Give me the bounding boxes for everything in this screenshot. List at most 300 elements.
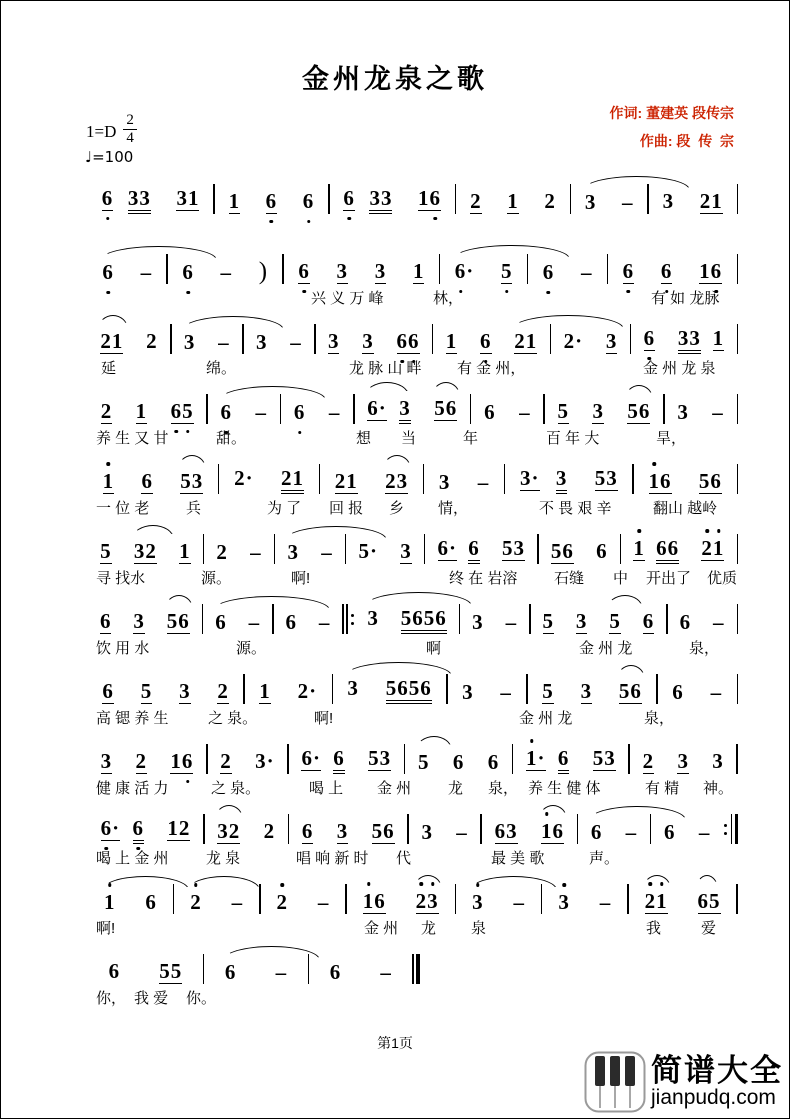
measure xyxy=(572,190,646,214)
note xyxy=(159,959,182,984)
note-digit: 3 xyxy=(367,606,379,630)
note-digit: 6 xyxy=(298,259,310,283)
notation-row xyxy=(89,589,739,634)
note-digit: 2 xyxy=(234,466,246,490)
note-digit: – xyxy=(698,820,711,844)
high-octave-dot xyxy=(637,529,641,533)
note-digit: 3 xyxy=(520,466,532,490)
note xyxy=(281,466,304,494)
lyric-text: 不 畏 艰 辛 xyxy=(539,500,612,517)
bar-stroke xyxy=(432,324,434,354)
measure xyxy=(630,889,736,914)
note-digit: 6 xyxy=(221,400,233,424)
barline xyxy=(203,954,205,984)
bar-stroke xyxy=(455,184,457,214)
key-signature xyxy=(86,112,137,149)
note-digit: 3 xyxy=(191,469,204,493)
note xyxy=(558,890,570,914)
note-digit: – xyxy=(477,470,490,494)
note xyxy=(592,399,604,424)
note-digit: 6 xyxy=(99,609,112,633)
note-digit: 1 xyxy=(713,536,725,560)
measure xyxy=(89,890,172,914)
bar-stroke xyxy=(218,464,220,494)
note-digit: 5 xyxy=(502,536,514,560)
bar-stroke xyxy=(736,744,738,774)
bar-stroke xyxy=(407,814,409,844)
barline xyxy=(328,184,330,214)
bar-stroke xyxy=(577,814,579,844)
bar-stroke xyxy=(737,254,739,284)
high-octave-dot xyxy=(420,882,424,886)
note xyxy=(301,746,321,771)
note xyxy=(133,816,145,844)
note xyxy=(699,469,722,494)
barline xyxy=(630,324,632,354)
measure xyxy=(609,259,735,284)
note-digit: 5 xyxy=(557,399,570,423)
note-digit: 2 xyxy=(146,329,158,353)
barline xyxy=(537,534,539,564)
note xyxy=(220,749,232,774)
note-digit: 6 xyxy=(656,536,668,560)
barline xyxy=(404,744,406,774)
bar-stroke xyxy=(424,534,426,564)
lyric-text: 龙 xyxy=(448,780,464,797)
note-digit: – xyxy=(318,610,331,634)
measure xyxy=(216,189,327,214)
note-digit: 6 xyxy=(182,260,194,284)
notation-row xyxy=(89,379,739,424)
note-digit: 1 xyxy=(633,536,645,560)
barline xyxy=(736,884,738,914)
note xyxy=(591,820,603,844)
slur-arc xyxy=(345,662,452,676)
note xyxy=(100,329,123,354)
note xyxy=(541,819,564,844)
note xyxy=(699,820,711,844)
lyric-line xyxy=(1,774,789,799)
note xyxy=(438,536,458,561)
note-digit: 3 xyxy=(399,396,411,420)
page-number: 第1页 xyxy=(377,1035,413,1051)
note xyxy=(455,259,475,283)
bar-stroke xyxy=(529,604,531,634)
note-digit: 5 xyxy=(159,959,171,983)
note xyxy=(713,610,725,634)
note xyxy=(439,470,451,494)
barline xyxy=(259,884,261,914)
bar-stroke xyxy=(632,464,634,494)
note-digit: 3 xyxy=(427,889,439,913)
note-digit: – xyxy=(519,400,531,424)
note-digit: 2 xyxy=(217,679,229,703)
measure xyxy=(205,540,273,564)
measure xyxy=(483,819,576,844)
bar-stroke xyxy=(287,744,289,774)
note-digit: – xyxy=(456,820,468,844)
note xyxy=(277,890,289,914)
note-digit: 3 xyxy=(662,189,675,213)
note-digit: 6 xyxy=(596,539,608,563)
measure xyxy=(552,329,629,354)
lyric-text: 唱 响 新 时 xyxy=(296,850,369,867)
note xyxy=(221,260,233,284)
note-digit: 2 xyxy=(100,329,112,353)
lyric-text: 金 州 xyxy=(364,920,399,937)
note xyxy=(513,890,525,914)
notation-row xyxy=(89,519,739,564)
slur-arc xyxy=(365,382,409,396)
note xyxy=(644,326,656,351)
barline xyxy=(353,394,355,424)
slur-arc xyxy=(188,876,260,890)
note xyxy=(232,890,244,914)
note-digit: 3 xyxy=(139,186,151,210)
measure xyxy=(209,400,279,424)
note xyxy=(699,259,722,284)
lyric-line xyxy=(1,984,789,1009)
note-digit: 2 xyxy=(280,466,293,490)
bar-stroke xyxy=(332,674,334,704)
note-digit: – xyxy=(218,330,230,354)
note xyxy=(215,610,227,634)
note-digit: 3 xyxy=(605,329,618,353)
note xyxy=(712,749,724,773)
note xyxy=(363,889,386,914)
lyric-text: 我 爱 xyxy=(134,990,169,1007)
score-line xyxy=(1,379,789,449)
note-digit: 6 xyxy=(455,259,467,283)
note xyxy=(472,890,484,914)
note-digit: 3 xyxy=(677,400,689,424)
barline xyxy=(455,884,457,914)
note xyxy=(133,609,145,634)
measure xyxy=(472,400,542,424)
lyric-text: 百 年 大 xyxy=(546,430,600,447)
note-digit: 3 xyxy=(606,466,618,490)
bar-stroke xyxy=(537,534,539,564)
note xyxy=(468,536,480,564)
note-digit: 6 xyxy=(215,610,227,634)
barline xyxy=(628,744,630,774)
time-signature-numerator: 2 xyxy=(123,112,137,130)
bar-stroke xyxy=(353,394,355,424)
score-line xyxy=(1,869,789,939)
note-digit: · xyxy=(245,466,254,490)
note-digit: 3 xyxy=(584,190,597,214)
note-digit: 5 xyxy=(358,539,370,563)
note xyxy=(100,539,112,564)
note-digit: 6 xyxy=(672,680,684,704)
barline xyxy=(319,464,321,494)
note xyxy=(543,260,555,284)
slur-arc xyxy=(98,315,128,329)
note xyxy=(397,329,420,354)
note-digit: – xyxy=(290,330,302,354)
note-digit: 6 xyxy=(590,820,603,844)
note-digit: 6 xyxy=(679,610,692,634)
note-digit: 6 xyxy=(303,189,315,213)
lyric-text: 旱， xyxy=(656,430,687,447)
note-digit: 6 xyxy=(711,259,723,283)
note-digit: 2 xyxy=(563,329,576,353)
note xyxy=(234,466,254,490)
barline xyxy=(512,744,514,774)
bar-stroke xyxy=(274,534,276,564)
note xyxy=(141,679,153,704)
lyric-text: 养 生 又 甘 xyxy=(96,430,169,447)
measure xyxy=(449,680,526,704)
note-digit: 6 xyxy=(430,186,442,210)
bar-stroke xyxy=(543,394,545,424)
notation-row xyxy=(89,169,739,214)
slur-arc xyxy=(383,455,411,469)
note xyxy=(255,400,267,424)
note xyxy=(335,469,358,494)
note-digit: 6 xyxy=(408,329,420,353)
lyric-text: 有 金 州， xyxy=(457,360,526,377)
note xyxy=(643,609,655,634)
note xyxy=(386,676,432,704)
note xyxy=(298,259,310,284)
note xyxy=(179,679,191,704)
key-label: 1=D xyxy=(86,122,117,141)
bar-stroke xyxy=(423,464,425,494)
barline xyxy=(737,184,739,214)
measure xyxy=(425,470,503,494)
note-digit: 6 xyxy=(266,189,278,213)
measure xyxy=(457,189,568,214)
bar-stroke xyxy=(412,954,414,984)
slur-arc xyxy=(102,876,189,890)
note xyxy=(576,609,588,634)
lyric-text: 翻山 越岭 xyxy=(653,500,718,517)
slur-arc xyxy=(132,525,174,539)
note xyxy=(581,679,593,704)
note-digit: 2 xyxy=(145,539,157,563)
bar-stroke xyxy=(628,744,630,774)
measure xyxy=(310,960,411,984)
note xyxy=(453,750,465,774)
note xyxy=(303,189,315,213)
barline xyxy=(332,674,334,704)
note-digit: 5 xyxy=(418,750,430,774)
slur-arc xyxy=(470,876,557,890)
barline xyxy=(432,324,434,354)
note-digit: 6 xyxy=(437,536,450,560)
lyric-text: 养 生 健 体 xyxy=(528,780,601,797)
note xyxy=(558,746,570,774)
measure xyxy=(632,326,735,354)
note-digit: 6 xyxy=(667,536,680,560)
bar-stroke xyxy=(416,954,420,984)
note-digit: 3 xyxy=(255,330,268,354)
note xyxy=(298,679,318,703)
lyric-text: 林， xyxy=(433,290,464,307)
barline xyxy=(650,814,652,844)
note-digit: 3 xyxy=(421,820,433,844)
barline xyxy=(459,604,461,634)
note-digit: 2 xyxy=(190,890,202,914)
notation-row xyxy=(89,799,739,844)
lyric-text: 想 xyxy=(356,430,372,447)
lyric-line xyxy=(1,494,789,519)
barline xyxy=(504,464,506,494)
measure xyxy=(89,816,202,844)
lyric-text: 龙 xyxy=(421,920,437,937)
bar-stroke xyxy=(203,814,205,844)
note-digit: 1 xyxy=(135,399,148,423)
note xyxy=(321,540,333,564)
note xyxy=(362,329,374,354)
barline xyxy=(736,744,738,774)
note-digit: – xyxy=(380,960,392,984)
note xyxy=(266,189,278,214)
repeat-dots xyxy=(351,614,354,625)
note xyxy=(276,960,288,984)
note xyxy=(645,889,668,914)
measure xyxy=(206,819,287,844)
note xyxy=(102,260,114,284)
barline xyxy=(345,884,347,914)
note-digit: 3 xyxy=(379,746,392,770)
note-digit: 6 xyxy=(397,676,409,700)
barline xyxy=(723,814,738,844)
measure xyxy=(173,330,242,354)
measure xyxy=(204,610,271,634)
barline xyxy=(308,954,310,984)
lyric-text: 泉， xyxy=(689,640,720,657)
slur-arc xyxy=(285,526,387,540)
note-digit: – xyxy=(220,260,233,284)
bar-stroke xyxy=(656,674,658,704)
note-digit: 3 xyxy=(183,330,196,354)
bar-stroke xyxy=(328,184,330,214)
note xyxy=(649,469,672,494)
note xyxy=(217,819,240,844)
lyric-line xyxy=(1,564,789,589)
note xyxy=(713,326,725,351)
note-digit: – xyxy=(275,960,288,984)
measure xyxy=(457,890,540,914)
note-digit: 2 xyxy=(263,819,276,843)
note xyxy=(543,609,555,634)
lyric-text: 爱 xyxy=(701,920,717,937)
measure xyxy=(506,466,631,494)
note xyxy=(333,746,345,774)
note xyxy=(368,746,391,771)
note-digit: 6 xyxy=(642,609,655,633)
bar-stroke xyxy=(607,254,609,284)
note xyxy=(256,330,268,354)
slur-arc xyxy=(223,946,320,960)
note xyxy=(337,259,349,284)
note xyxy=(337,819,349,844)
bar-stroke xyxy=(439,254,441,284)
bar-stroke xyxy=(242,324,244,354)
barline xyxy=(446,674,448,704)
barline xyxy=(272,604,274,634)
lyric-text: 兴 义 万 峰 xyxy=(311,290,384,307)
bar-stroke xyxy=(282,254,284,284)
note xyxy=(319,610,331,634)
note-digit: 3 xyxy=(179,679,191,703)
note-digit: 1 xyxy=(649,469,661,493)
lyric-text: 寻 找水 xyxy=(96,570,146,587)
barline xyxy=(407,814,409,844)
note-digit: 6 xyxy=(494,819,507,843)
note-digit: 6 xyxy=(374,889,386,913)
note xyxy=(712,400,724,424)
measure xyxy=(406,750,511,774)
note xyxy=(249,610,261,634)
note xyxy=(633,536,645,561)
lyric-text: 回 报 xyxy=(329,500,364,517)
note xyxy=(358,539,378,563)
quarter-note-icon: ♩ xyxy=(85,148,93,166)
note-digit: 1 xyxy=(167,816,179,840)
note-digit: 5 xyxy=(627,399,639,423)
note-digit: 2 xyxy=(216,540,228,564)
note-digit: 5 xyxy=(434,396,446,420)
lyric-text: 年 xyxy=(463,430,479,447)
note-digit: 6 xyxy=(638,399,651,423)
slur-arc xyxy=(182,316,284,330)
bar-stroke xyxy=(650,814,652,844)
note xyxy=(585,190,597,214)
note xyxy=(102,679,114,704)
barline xyxy=(173,884,175,914)
lyric-text: 金 州 xyxy=(377,780,412,797)
note-digit: 1 xyxy=(711,189,723,213)
bar-stroke xyxy=(203,534,205,564)
slur-arc xyxy=(539,805,567,819)
lyric-text: 源。 xyxy=(201,570,232,587)
barline xyxy=(570,184,572,214)
note xyxy=(225,960,237,984)
note-digit: 5 xyxy=(368,746,380,770)
measure xyxy=(529,679,656,704)
slur-arc xyxy=(219,386,326,400)
note-digit: 1 xyxy=(259,679,271,703)
note-digit: – xyxy=(513,890,525,914)
note-digit: 1 xyxy=(228,189,241,213)
note xyxy=(434,396,457,421)
note xyxy=(462,680,474,704)
note-digit: 2 xyxy=(645,889,657,913)
bar-stroke xyxy=(455,884,457,914)
barline xyxy=(288,814,290,844)
barline xyxy=(213,184,215,214)
note-digit: 3 xyxy=(506,819,518,843)
bar-stroke xyxy=(280,394,282,424)
lyric-text: 啊 xyxy=(426,640,442,657)
note xyxy=(367,396,387,421)
measure xyxy=(410,820,480,844)
note-digit: 3 xyxy=(396,469,409,493)
note-digit: 6 xyxy=(102,186,114,210)
measure xyxy=(290,819,406,844)
note-digit: 2 xyxy=(701,536,713,560)
measure xyxy=(546,399,662,424)
note-digit: 6 xyxy=(661,259,673,283)
lyric-text: 金 州 龙 xyxy=(579,640,633,657)
score-line xyxy=(1,939,789,1009)
tempo-marking xyxy=(85,148,133,166)
slur-arc xyxy=(583,176,690,190)
measure xyxy=(532,609,666,634)
